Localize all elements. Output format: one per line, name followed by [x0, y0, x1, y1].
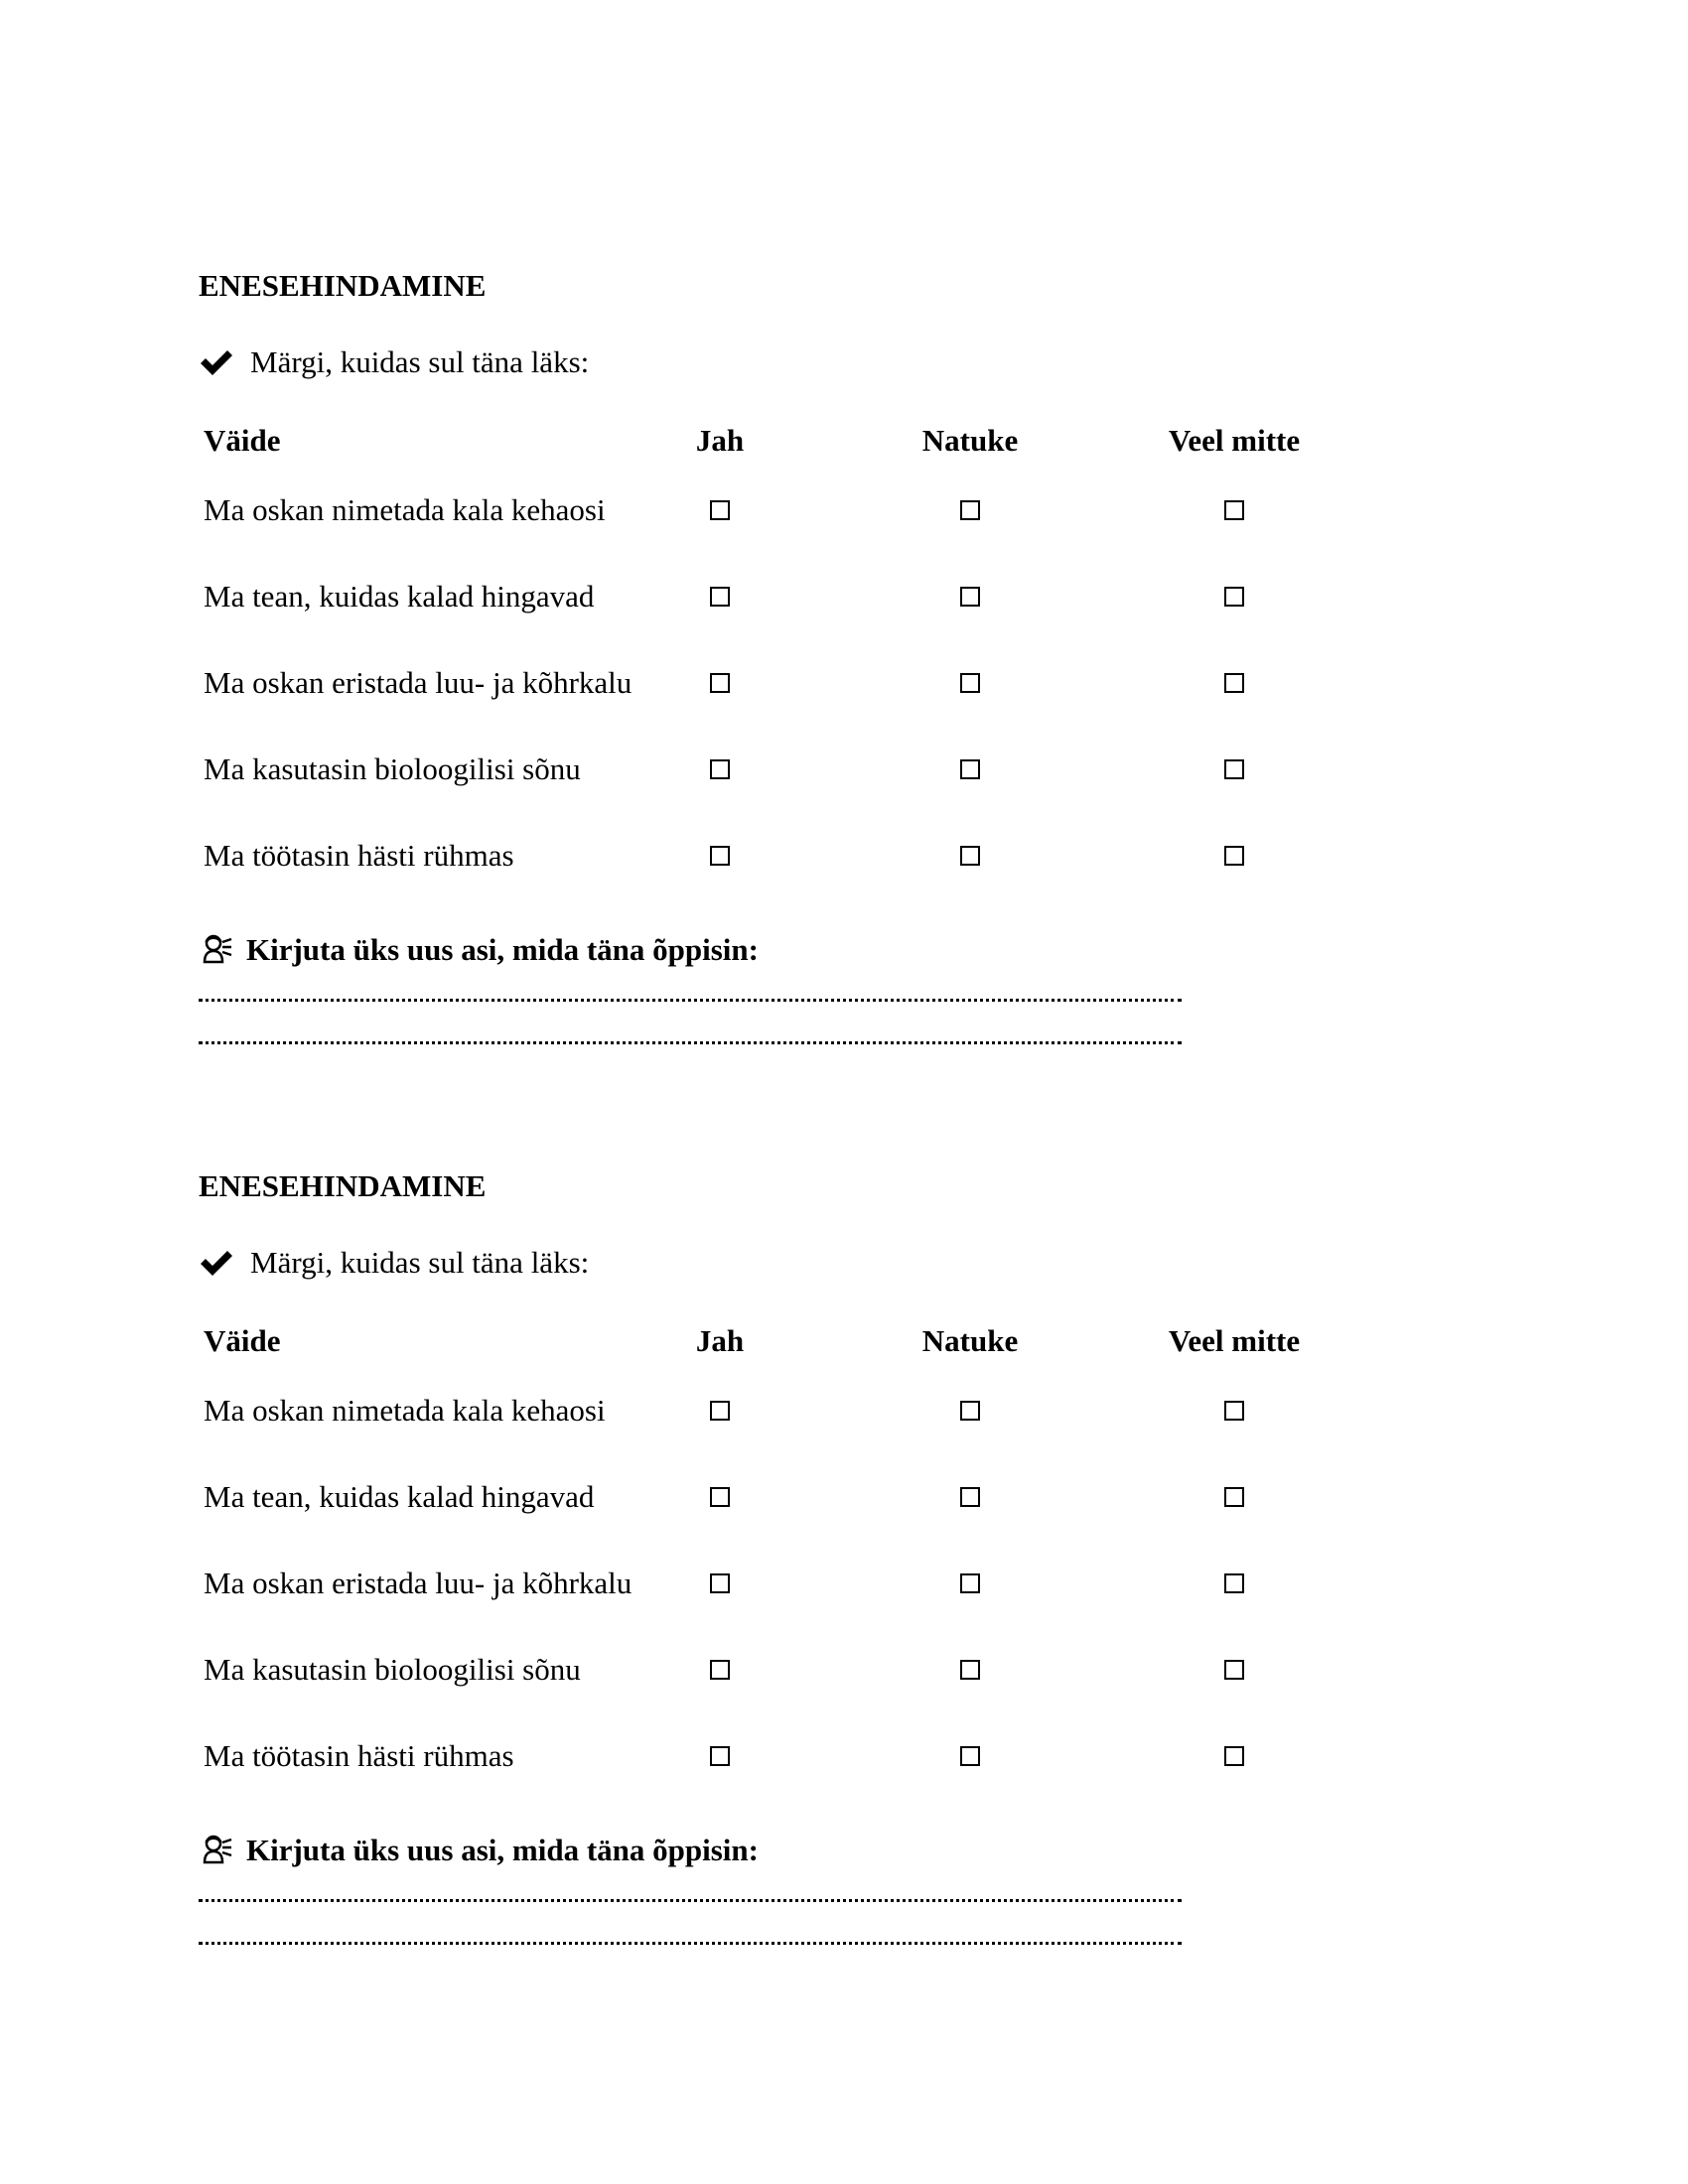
checkbox-somewhat[interactable] [960, 1746, 980, 1766]
checkbox-yes[interactable] [710, 1573, 730, 1593]
checkbox-not-yet[interactable] [1224, 1401, 1244, 1421]
checkbox-yes[interactable] [710, 500, 730, 520]
write-prompt [199, 1829, 759, 1872]
instruction [199, 1243, 589, 1283]
column-header-not-yet-label: Veel mitte [1168, 423, 1301, 458]
statement-text: Ma kasutasin bioloogilisi sõnu [204, 751, 581, 786]
checkbox-somewhat[interactable] [960, 587, 980, 607]
checkbox-somewhat[interactable] [960, 1660, 980, 1680]
section-title: ENESEHINDAMINE [199, 268, 487, 303]
statement-text: Ma oskan eristada luu- ja kõhrkalu [204, 665, 633, 700]
checkbox-yes[interactable] [710, 759, 730, 779]
checkbox-not-yet[interactable] [1224, 1746, 1244, 1766]
column-header-somewhat-label: Natuke [921, 1323, 1019, 1358]
column-header-not-yet-label: Veel mitte [1168, 1323, 1301, 1358]
checkbox-yes[interactable] [710, 1660, 730, 1680]
statement-text: Ma töötasin hästi rühmas [204, 838, 514, 873]
check-icon [199, 1248, 234, 1278]
checkbox-not-yet[interactable] [1224, 1660, 1244, 1680]
assessment-table [204, 421, 1355, 922]
checkbox-somewhat[interactable] [960, 673, 980, 693]
checkbox-not-yet[interactable] [1224, 500, 1244, 520]
checkbox-not-yet[interactable] [1224, 1487, 1244, 1507]
student-writing-icon [199, 932, 234, 968]
column-header-somewhat-label: Natuke [921, 423, 1019, 458]
checkbox-somewhat[interactable] [960, 846, 980, 866]
statement-text: Ma kasutasin bioloogilisi sõnu [204, 1652, 581, 1687]
table-row [204, 1564, 1355, 1650]
table-row [204, 490, 1355, 577]
column-header-statement: Väide [204, 1323, 281, 1358]
check-icon [199, 347, 234, 377]
column-header-statement: Väide [204, 423, 281, 458]
checkbox-yes[interactable] [710, 1487, 730, 1507]
student-writing-icon [199, 1833, 234, 1868]
table-row [204, 577, 1355, 663]
answer-line-2[interactable] [199, 1041, 1182, 1044]
checkbox-not-yet[interactable] [1224, 846, 1244, 866]
checkbox-somewhat[interactable] [960, 500, 980, 520]
checkbox-somewhat[interactable] [960, 1487, 980, 1507]
write-prompt-text: Kirjuta üks uus asi, mida täna õppisin: [246, 1833, 759, 1867]
checkbox-somewhat[interactable] [960, 1401, 980, 1421]
answer-line-1[interactable] [199, 999, 1182, 1002]
checkbox-yes[interactable] [710, 846, 730, 866]
table-row [204, 1736, 1355, 1823]
column-header-yes-label: Jah [695, 1323, 745, 1358]
instruction-text: Märgi, kuidas sul täna läks: [250, 344, 590, 379]
answer-line-2[interactable] [199, 1942, 1182, 1945]
write-prompt [199, 928, 759, 972]
checkbox-not-yet[interactable] [1224, 587, 1244, 607]
section-title: ENESEHINDAMINE [199, 1168, 487, 1203]
table-row [204, 836, 1355, 922]
answer-line-1[interactable] [199, 1899, 1182, 1902]
table-row [204, 1650, 1355, 1736]
checkbox-somewhat[interactable] [960, 1573, 980, 1593]
checkbox-not-yet[interactable] [1224, 673, 1244, 693]
table-row [204, 750, 1355, 836]
statement-text: Ma tean, kuidas kalad hingavad [204, 579, 595, 614]
checkbox-yes[interactable] [710, 673, 730, 693]
assessment-table [204, 1321, 1355, 1823]
statement-text: Ma oskan nimetada kala kehaosi [204, 1393, 606, 1428]
instruction [199, 342, 589, 382]
table-header [204, 1321, 1355, 1391]
write-prompt-text: Kirjuta üks uus asi, mida täna õppisin: [246, 932, 759, 967]
table-header [204, 421, 1355, 490]
statement-text: Ma tean, kuidas kalad hingavad [204, 1479, 595, 1514]
checkbox-yes[interactable] [710, 1401, 730, 1421]
column-header-yes-label: Jah [695, 423, 745, 458]
checkbox-yes[interactable] [710, 1746, 730, 1766]
statement-text: Ma oskan eristada luu- ja kõhrkalu [204, 1566, 633, 1600]
statement-text: Ma töötasin hästi rühmas [204, 1738, 514, 1773]
checkbox-not-yet[interactable] [1224, 1573, 1244, 1593]
checkbox-yes[interactable] [710, 587, 730, 607]
table-row [204, 1391, 1355, 1477]
checkbox-somewhat[interactable] [960, 759, 980, 779]
checkbox-not-yet[interactable] [1224, 759, 1244, 779]
table-row [204, 663, 1355, 750]
instruction-text: Märgi, kuidas sul täna läks: [250, 1245, 590, 1280]
table-row [204, 1477, 1355, 1564]
statement-text: Ma oskan nimetada kala kehaosi [204, 492, 606, 527]
